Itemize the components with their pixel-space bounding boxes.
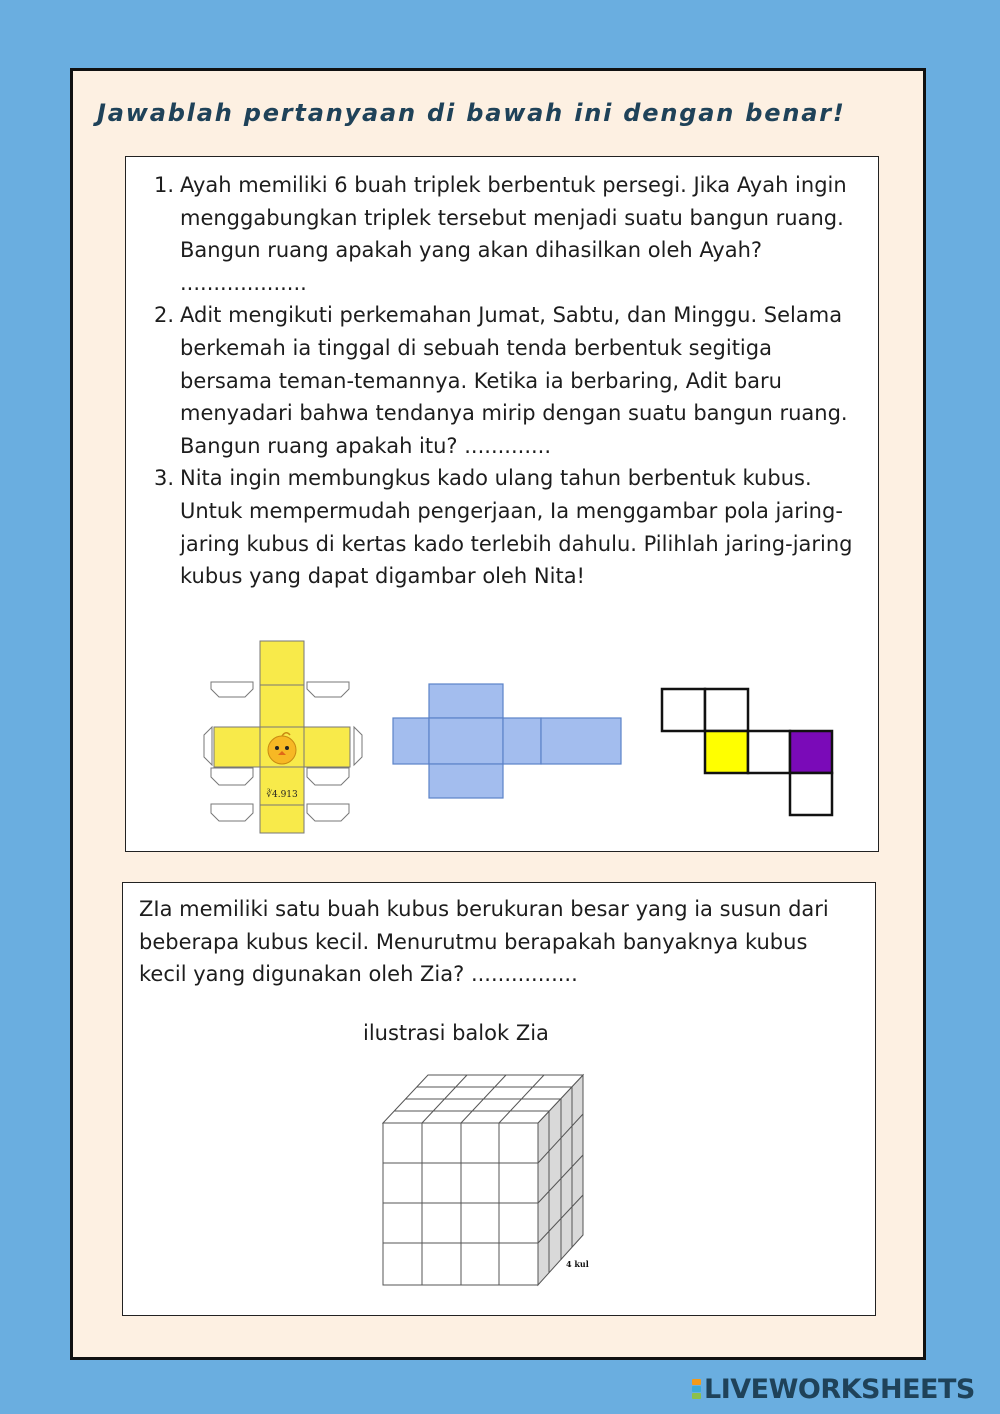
cube-nets bbox=[126, 637, 880, 847]
question-item bbox=[154, 299, 854, 462]
brand-logo bbox=[692, 1374, 975, 1404]
illustration-caption: ilustrasi balok Zia bbox=[363, 1021, 549, 1045]
question-number: 3. bbox=[154, 466, 175, 491]
cube-problem-box bbox=[122, 882, 876, 1316]
cube-illustration bbox=[373, 1073, 613, 1292]
cube-problem-text: ZIa memiliki satu buah kubus berukuran besar yang ia susun dari beberapa kubus kecil. Menurutmu berapakah banyaknya kubus kecil yang digunakan oleh Zia? ................ bbox=[139, 897, 829, 987]
brand-name: LIVEWORKSHEETS bbox=[704, 1373, 975, 1405]
net-root-label: ∛4.913 bbox=[266, 790, 298, 800]
cube-net-option-1[interactable] bbox=[198, 637, 368, 837]
question-text: Ayah memiliki 6 buah triplek berbentuk persegi. Jika Ayah ingin menggabungkan triplek tersebut menjadi suatu bangun ruang. Bangun ruang apakah yang akan dihasilkan oleh Ayah? ................... bbox=[180, 173, 847, 295]
question-item bbox=[154, 462, 854, 592]
question-text: Nita ingin membungkus kado ulang tahun berbentuk kubus. Untuk mempermudah pengerjaan, Ia menggambar pola jaring-jaring kubus di kertas kado terlebih dahulu. Pilihlah jaring-jaring kubus yang dapat digambar oleh Nita! bbox=[180, 466, 853, 589]
question-number: 2. bbox=[154, 303, 175, 328]
cube-net-option-2[interactable] bbox=[391, 682, 626, 802]
worksheet-page bbox=[70, 68, 926, 1360]
questions-box bbox=[125, 156, 879, 852]
question-number: 1. bbox=[154, 173, 175, 197]
cube-label: 4 kul bbox=[566, 1259, 589, 1269]
cube-net-option-3[interactable] bbox=[658, 687, 838, 827]
question-text: Adit mengikuti perkemahan Jumat, Sabtu, dan Minggu. Selama berkemah ia tinggal di sebuah tenda berbentuk segitiga bersama teman-temannya. Ketika ia berbaring, Adit baru menyadari bahwa tendanya mirip dengan suatu bangun ruang. Bangun ruang apakah itu? ............. bbox=[180, 303, 848, 458]
question-item bbox=[154, 169, 854, 299]
question-list bbox=[154, 169, 854, 593]
page-title: Jawablah pertanyaan di bawah ini dengan benar! bbox=[97, 99, 846, 127]
brand-badge-icon bbox=[692, 1379, 701, 1400]
